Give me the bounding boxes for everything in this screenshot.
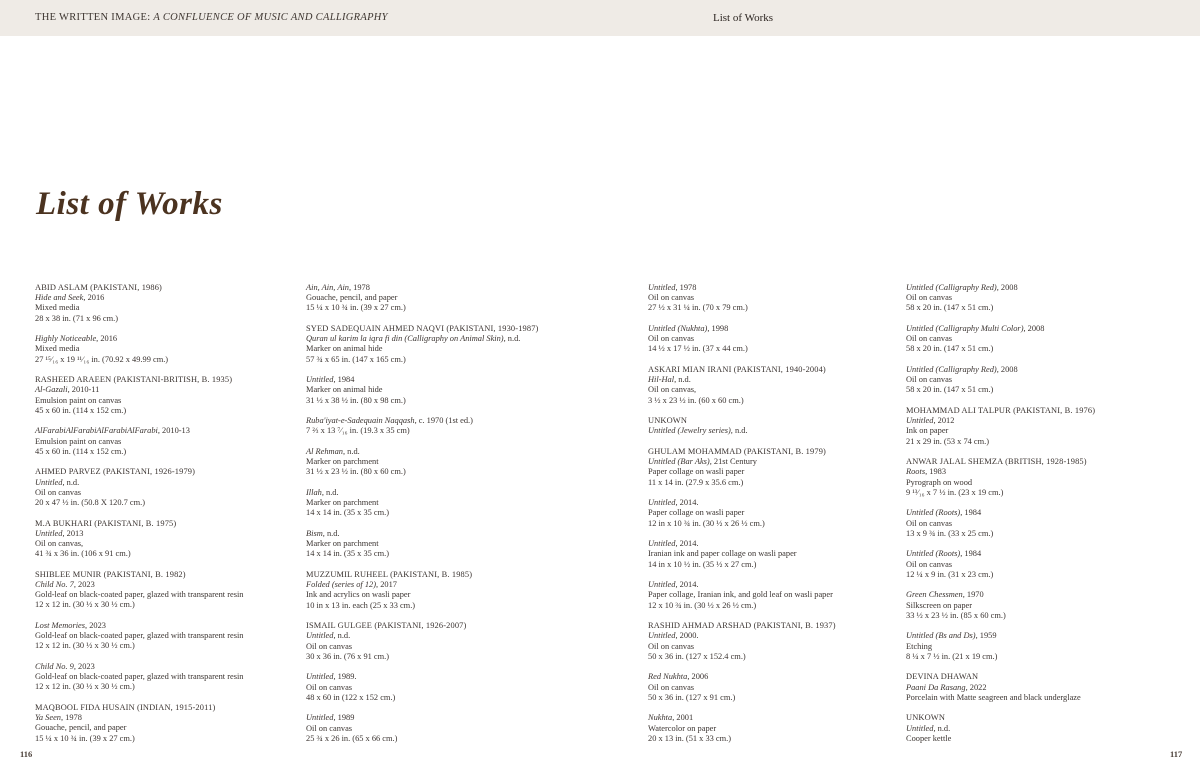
work-entry <box>35 334 320 365</box>
work-entry <box>306 375 591 406</box>
work-entry <box>648 283 933 314</box>
work-medium: Paper collage on wasli paper <box>648 467 745 477</box>
work-medium: Mixed media <box>35 303 80 313</box>
work-medium: Oil on canvas <box>648 334 695 344</box>
work-medium: Oil on canvas <box>35 487 82 497</box>
work-medium: Emulsion paint on canvas <box>35 436 122 446</box>
work-entry <box>306 672 591 703</box>
work-dimensions: 33 ½ x 23 ½ in. (85 x 60 cm.) <box>906 610 1006 620</box>
work-entry <box>35 703 320 744</box>
work-medium: Oil on canvas, <box>35 539 84 549</box>
work-medium: Iranian ink and paper collage on wasli paper <box>648 549 797 559</box>
work-entry <box>306 447 591 478</box>
work-title-line <box>648 324 933 334</box>
work-title-line <box>306 713 591 723</box>
work-title-line <box>648 580 933 590</box>
work-title-line <box>906 590 1191 600</box>
artist-name: DEVINA DHAWAN <box>906 672 979 682</box>
work-entry <box>306 570 591 611</box>
work-dimensions: 12 x 12 in. (30 ½ x 30 ½ cm.) <box>35 682 135 692</box>
work-entry <box>306 283 591 314</box>
work-dimensions: 31 ½ x 38 ½ in. (80 x 98 cm.) <box>306 395 406 405</box>
work-entry <box>35 519 320 560</box>
work-date: , 2023 <box>85 621 106 631</box>
work-title: Al-Gazali <box>35 385 68 395</box>
work-date: , 2013 <box>62 528 84 538</box>
work-dimensions: 13 x 9 ¾ in. (33 x 25 cm.) <box>906 528 994 538</box>
work-date: , 2006 <box>687 672 709 682</box>
work-title-line <box>35 293 320 303</box>
work-title-line <box>906 365 1191 375</box>
work-date: , n.d. <box>322 529 340 538</box>
work-entry <box>306 529 591 560</box>
work-entry <box>306 713 591 744</box>
work-entry <box>35 570 320 611</box>
work-entry <box>648 672 933 703</box>
work-date: , 1983 <box>925 467 947 477</box>
running-title-subtitle: A CONFLUENCE OF MUSIC AND CALLIGRAPHY <box>153 12 388 23</box>
work-dimensions: 10 in x 13 in. each (25 x 33 cm.) <box>306 600 416 610</box>
work-entry <box>906 283 1191 314</box>
work-title: Green Chessmen <box>906 590 963 600</box>
work-entry <box>906 549 1191 580</box>
work-medium: Etching <box>906 641 933 651</box>
work-title: Untitled <box>35 528 63 538</box>
work-dimensions: 14 ½ x 17 ½ in. (37 x 44 cm.) <box>648 344 748 354</box>
work-title: Roots <box>906 467 926 477</box>
artist-name: ASKARI MIAN IRANI (PAKISTANI, 1940-2004) <box>648 365 826 374</box>
work-title-line <box>906 724 1191 734</box>
work-title: Untitled <box>306 631 334 641</box>
work-entry <box>35 375 320 416</box>
work-medium: Oil on canvas <box>906 559 953 569</box>
work-date: , 21st Century <box>709 457 757 467</box>
work-dimensions: 8 ¼ x 7 ½ in. (21 x 19 cm.) <box>906 651 998 661</box>
work-title: Untitled (Jewelry series) <box>648 426 731 436</box>
work-dimensions: 15 ¼ x 10 ¾ in. (39 x 27 cm.) <box>306 303 406 313</box>
work-medium: Silkscreen on paper <box>906 600 973 610</box>
work-medium: Gouache, pencil, and paper <box>306 293 398 303</box>
work-title: Child No. 7 <box>35 580 74 590</box>
work-title-line <box>35 580 320 590</box>
work-date: , 1989. <box>333 672 357 682</box>
work-dimensions: 58 x 20 in. (147 x 51 cm.) <box>906 385 994 395</box>
work-medium: Paper collage on wasli paper <box>648 508 745 518</box>
work-medium: Emulsion paint on canvas <box>35 395 122 405</box>
work-title: Ain, Ain, Ain <box>306 283 349 292</box>
work-title-line <box>648 283 933 293</box>
work-title: Untitled <box>306 375 334 385</box>
work-title-line <box>306 672 591 682</box>
work-date: , 1984 <box>960 508 982 518</box>
work-entry <box>648 498 933 529</box>
work-entry <box>906 457 1191 498</box>
work-title-line <box>306 580 591 590</box>
work-title-line <box>306 529 591 539</box>
work-dimensions: 14 x 14 in. (35 x 35 cm.) <box>306 549 390 559</box>
work-title: Untitled (Calligraphy Red) <box>906 283 997 292</box>
work-title: Hide and Seek <box>35 293 84 303</box>
work-title-line <box>35 621 320 631</box>
work-entry <box>906 713 1191 744</box>
work-date: , 2008 <box>996 283 1018 292</box>
work-date: , 2022 <box>965 682 987 692</box>
work-title-line <box>35 662 320 672</box>
work-medium: Gold-leaf on black-coated paper, glazed with transparent resin <box>35 631 244 641</box>
work-date: , 2016 <box>83 293 105 303</box>
work-title: Folded (series of 12) <box>306 580 377 590</box>
artist-name: UNKOWN <box>648 416 688 426</box>
work-title-line <box>648 498 933 508</box>
work-date: , 2014. <box>675 539 699 549</box>
work-date: , n.d. <box>342 447 360 456</box>
work-title-line <box>906 283 1191 293</box>
work-dimensions: 27 ½ x 31 ¼ in. (70 x 79 cm.) <box>648 303 748 313</box>
work-dimensions: 50 x 36 in. (127 x 152.4 cm.) <box>648 651 746 661</box>
work-title: Untitled <box>906 723 934 733</box>
work-title: Child No. 9 <box>35 662 74 672</box>
work-medium: Marker on animal hide <box>306 385 383 395</box>
work-medium: Mixed media <box>35 344 80 354</box>
work-dimensions: 58 x 20 in. (147 x 51 cm.) <box>906 303 994 313</box>
work-date: , 2023 <box>73 662 95 672</box>
work-entry <box>648 365 933 406</box>
work-title-line <box>306 334 591 344</box>
work-date: , n.d. <box>62 477 80 487</box>
work-date: , 1978 <box>675 283 697 292</box>
artist-name: ABID ASLAM (PAKISTANI, 1986) <box>35 283 162 292</box>
work-dimensions: 9 ¹³⁄₁₆ x 7 ½ in. (23 x 19 cm.) <box>906 487 1004 497</box>
work-dimensions: 45 x 60 in. (114 x 152 cm.) <box>35 446 127 456</box>
work-title: Untitled <box>906 416 934 426</box>
book-running-title <box>35 12 388 23</box>
work-entry <box>906 508 1191 539</box>
work-title-line <box>306 488 591 498</box>
work-title: Hil-Hal <box>648 375 675 385</box>
work-medium: 7 ⅔ x 13 ⁷⁄₁₆ in. (19.3 x 35 cm) <box>306 426 410 436</box>
work-date: , 2014. <box>675 498 699 508</box>
work-date: , 2016 <box>96 334 118 344</box>
work-date: , n.d. <box>503 334 521 344</box>
work-entry <box>906 324 1191 355</box>
work-date: , 1984 <box>960 549 982 559</box>
work-title-line <box>306 416 591 426</box>
work-dimensions: 3 ½ x 23 ½ in. (60 x 60 cm.) <box>648 395 744 405</box>
artist-name: MOHAMMAD ALI TALPUR (PAKISTANI, B. 1976) <box>906 406 1096 415</box>
artist-name: GHULAM MOHAMMAD (PAKISTANI, B. 1979) <box>648 447 826 456</box>
work-entry <box>648 580 933 611</box>
work-title-line <box>906 631 1191 641</box>
work-title: Untitled (Roots) <box>906 549 961 559</box>
work-date: , 2000. <box>675 631 699 641</box>
work-entry <box>648 324 933 355</box>
work-entry <box>906 590 1191 621</box>
work-title-line <box>648 713 933 723</box>
work-title-line <box>306 375 591 385</box>
work-medium: Porcelain with Matte seagreen and black underglaze <box>906 692 1081 702</box>
work-entry <box>306 488 591 519</box>
page-number-right: 117 <box>1170 749 1183 759</box>
work-entry <box>35 283 320 324</box>
work-title: Ya Seen <box>35 713 61 723</box>
work-title-line <box>35 529 320 539</box>
work-title-line <box>648 631 933 641</box>
work-dimensions: 48 x 60 in (122 x 152 cm.) <box>306 692 396 702</box>
work-title: Untitled (Bar Aks) <box>648 457 710 467</box>
work-medium: Cooper kettle <box>906 733 952 743</box>
work-date: , n.d. <box>674 375 691 385</box>
work-title-line <box>306 631 591 641</box>
artist-name: ISMAIL GULGEE (PAKISTANI, 1926-2007) <box>306 621 467 631</box>
work-title: Untitled (Roots) <box>906 508 961 518</box>
work-medium: Oil on canvas <box>306 641 353 651</box>
work-title: Untitled <box>648 580 676 590</box>
work-medium: Oil on canvas <box>648 641 695 651</box>
work-medium: Gold-leaf on black-coated paper, glazed with transparent resin <box>35 590 244 600</box>
work-title-line <box>648 375 933 385</box>
work-date: , c. 1970 (1st ed.) <box>414 416 473 426</box>
work-dimensions: 11 x 14 in. (27.9 x 35.6 cm.) <box>648 477 744 487</box>
work-medium: Watercolor on paper <box>648 723 717 733</box>
work-date: , 2010-11 <box>67 385 100 395</box>
work-title-line <box>648 539 933 549</box>
work-date: , 2001 <box>672 713 694 723</box>
work-title-line <box>906 683 1191 693</box>
work-title-line <box>906 508 1191 518</box>
work-title: Untitled <box>306 672 334 682</box>
work-title: Untitled (Nukhta) <box>648 324 708 333</box>
work-entry <box>906 365 1191 396</box>
work-medium: Oil on canvas <box>306 723 353 733</box>
work-dimensions: 28 x 38 in. (71 x 96 cm.) <box>35 313 119 323</box>
work-entry <box>906 672 1191 703</box>
work-title: Untitled (Calligraphy Multi Color) <box>906 324 1024 333</box>
works-column-4 <box>906 283 1191 754</box>
work-dimensions: 14 in x 10 ½ in. (35 ½ x 27 cm.) <box>648 559 757 569</box>
work-title-line <box>35 334 320 344</box>
work-medium: Oil on canvas <box>306 682 353 692</box>
works-column-3 <box>648 283 933 754</box>
work-date: , 1978 <box>60 713 82 723</box>
work-date: , 1970 <box>962 590 984 600</box>
work-medium: Gouache, pencil, and paper <box>35 723 127 733</box>
work-dimensions: 20 x 47 ½ in. (50.8 X 120.7 cm.) <box>35 498 146 508</box>
work-title: Untitled <box>648 283 676 292</box>
work-date: , 1998 <box>707 324 729 333</box>
page-number-left: 116 <box>20 749 33 759</box>
work-entry <box>648 713 933 744</box>
work-entry <box>306 621 591 662</box>
work-title: Lost Memories <box>35 621 86 631</box>
work-title-line <box>35 426 320 436</box>
work-entry <box>648 447 933 488</box>
work-medium: Ink on paper <box>906 426 949 436</box>
work-title: Paani Da Rasang <box>906 682 966 692</box>
artist-name: AHMED PARVEZ (PAKISTANI, 1926-1979) <box>35 467 196 477</box>
work-dimensions: 30 x 36 in. (76 x 91 cm.) <box>306 651 390 661</box>
work-title: Untitled <box>35 477 63 487</box>
work-medium: Paper collage, Iranian ink, and gold leaf on wasli paper <box>648 590 833 600</box>
work-title: AlFarabiAlFarabiAlFarabiAlFarabi <box>35 426 158 436</box>
running-title-plain: THE WRITTEN IMAGE: <box>35 12 151 23</box>
work-title: Untitled <box>648 539 676 549</box>
work-entry <box>35 621 320 652</box>
work-entry <box>306 416 591 436</box>
work-medium: Ink and acrylics on wasli paper <box>306 590 411 600</box>
work-title-line <box>306 283 591 293</box>
work-entry <box>648 621 933 662</box>
page-title: List of Works <box>36 186 223 222</box>
work-title: Untitled <box>306 713 334 723</box>
work-entry <box>648 416 933 436</box>
section-running-head: List of Works <box>713 12 774 24</box>
work-date: , n.d. <box>321 488 339 497</box>
work-dimensions: 20 x 13 in. (51 x 33 cm.) <box>648 733 732 743</box>
work-medium: Oil on canvas <box>906 518 953 528</box>
work-dimensions: 57 ¾ x 65 in. (147 x 165 cm.) <box>306 354 406 364</box>
work-date: , n.d. <box>333 631 351 641</box>
work-title: Untitled (Calligraphy Red) <box>906 365 997 374</box>
work-date: , 2017 <box>376 580 397 590</box>
work-title: Untitled <box>648 631 676 641</box>
work-title: Highly Noticeable <box>35 334 97 344</box>
work-dimensions: 12 x 10 ¾ in. (30 ½ x 26 ½ cm.) <box>648 600 757 610</box>
work-dimensions: 45 x 60 in. (114 x 152 cm.) <box>35 405 127 415</box>
works-column-1 <box>35 283 320 754</box>
work-date: , n.d. <box>933 723 951 733</box>
work-title-line <box>306 447 591 457</box>
work-dimensions: 12 x 12 in. (30 ½ x 30 ½ cm.) <box>35 600 135 610</box>
work-date: , 1959 <box>975 631 997 641</box>
work-medium: Marker on parchment <box>306 498 379 508</box>
work-entry <box>648 539 933 570</box>
work-title-line <box>648 457 933 467</box>
work-title: Untitled <box>648 498 676 508</box>
work-dimensions: 14 x 14 in. (35 x 35 cm.) <box>306 508 390 518</box>
work-title-line <box>906 549 1191 559</box>
work-date: , 2010-13 <box>157 426 190 436</box>
work-date: , n.d. <box>730 426 748 436</box>
work-date: , 2023 <box>73 580 95 590</box>
work-dimensions: 25 ¾ x 26 in. (65 x 66 cm.) <box>306 733 398 743</box>
work-dimensions: 50 x 36 in. (127 x 91 cm.) <box>648 692 736 702</box>
work-entry <box>906 406 1191 447</box>
work-date: , 2012 <box>933 416 955 426</box>
artist-name: MAQBOOL FIDA HUSAIN (INDIAN, 1915-2011) <box>35 703 216 713</box>
work-title-line <box>35 713 320 723</box>
work-title-line <box>35 478 320 488</box>
work-date: , 2014. <box>675 580 699 590</box>
work-date: , 1978 <box>348 283 370 292</box>
work-medium: Oil on canvas <box>906 293 953 303</box>
work-medium: Oil on canvas, <box>648 385 697 395</box>
work-dimensions: 21 x 29 in. (53 x 74 cm.) <box>906 436 990 446</box>
work-dimensions: 31 ½ x 23 ½ in. (80 x 60 cm.) <box>306 467 406 477</box>
work-medium: Oil on canvas <box>906 375 953 385</box>
work-medium: Marker on parchment <box>306 457 379 467</box>
work-medium: Oil on canvas <box>648 682 695 692</box>
work-title-line <box>35 385 320 395</box>
work-date: , 2008 <box>996 365 1018 374</box>
work-medium: Oil on canvas <box>906 334 953 344</box>
work-date: , 1989 <box>333 713 355 723</box>
work-entry <box>35 662 320 693</box>
work-title: Bism <box>306 529 323 538</box>
work-dimensions: 27 ¹⁵⁄₁₆ x 19 ¹¹⁄₁₆ in. (70.92 x 49.99 cm.) <box>35 354 169 364</box>
work-title: Illah <box>306 488 322 497</box>
work-entry <box>35 426 320 457</box>
artist-name: SHIBLEE MUNIR (PAKISTANI, B. 1982) <box>35 569 186 579</box>
work-title: Red Nukhta <box>648 672 688 682</box>
work-title: Nukhta <box>648 713 673 723</box>
artist-name: SYED SADEQUAIN AHMED NAQVI (PAKISTANI, 1930-1987) <box>306 324 539 333</box>
work-entry <box>306 324 591 365</box>
work-entry <box>35 467 320 508</box>
work-title-line <box>648 426 933 436</box>
work-dimensions: 41 ¾ x 36 in. (106 x 91 cm.) <box>35 549 131 559</box>
work-medium: Marker on parchment <box>306 539 379 549</box>
work-medium: Gold-leaf on black-coated paper, glazed with transparent resin <box>35 672 244 682</box>
work-title-line <box>906 467 1191 477</box>
artist-name: MUZZUMIL RUHEEL (PAKISTANI, B. 1985) <box>306 570 473 579</box>
work-dimensions: 15 ¼ x 10 ¾ in. (39 x 27 cm.) <box>35 733 135 743</box>
work-date: , 1984 <box>333 375 355 385</box>
work-dimensions: 12 x 12 in. (30 ½ x 30 ½ cm.) <box>35 641 135 651</box>
artist-name: RASHEED ARAEEN (PAKISTANI-BRITISH, B. 1935) <box>35 375 233 385</box>
work-title-line <box>906 324 1191 334</box>
artist-name: ANWAR JALAL SHEMZA (BRITISH, 1928-1985) <box>906 457 1087 467</box>
work-title: Al Rehman <box>306 447 343 456</box>
work-title-line <box>648 672 933 682</box>
work-title-line <box>906 416 1191 426</box>
work-entry <box>906 631 1191 662</box>
work-dimensions: 58 x 20 in. (147 x 51 cm.) <box>906 344 994 354</box>
works-column-2 <box>306 283 591 754</box>
work-dimensions: 12 in x 10 ¾ in. (30 ½ x 26 ½ cm.) <box>648 518 765 528</box>
work-title: Quran ul karim la iqra fi din (Calligraphy on Animal Skin) <box>306 334 504 344</box>
work-medium: Oil on canvas <box>648 293 695 303</box>
work-title: Ruba'iyat-e-Sadequain Naqqash <box>306 416 415 426</box>
work-dimensions: 12 ¼ x 9 in. (31 x 23 cm.) <box>906 569 994 579</box>
artist-name: RASHID AHMAD ARSHAD (PAKISTANI, B. 1937) <box>648 621 836 631</box>
artist-name: M.A BUKHARI (PAKISTANI, B. 1975) <box>35 518 177 528</box>
work-date: , 2008 <box>1023 324 1045 333</box>
work-title: Untitled (Bs and Ds) <box>906 631 976 641</box>
artist-name: UNKOWN <box>906 713 946 723</box>
work-medium: Marker on animal hide <box>306 344 383 354</box>
running-header <box>0 0 1200 36</box>
work-medium: Pyrograph on wood <box>906 477 973 487</box>
